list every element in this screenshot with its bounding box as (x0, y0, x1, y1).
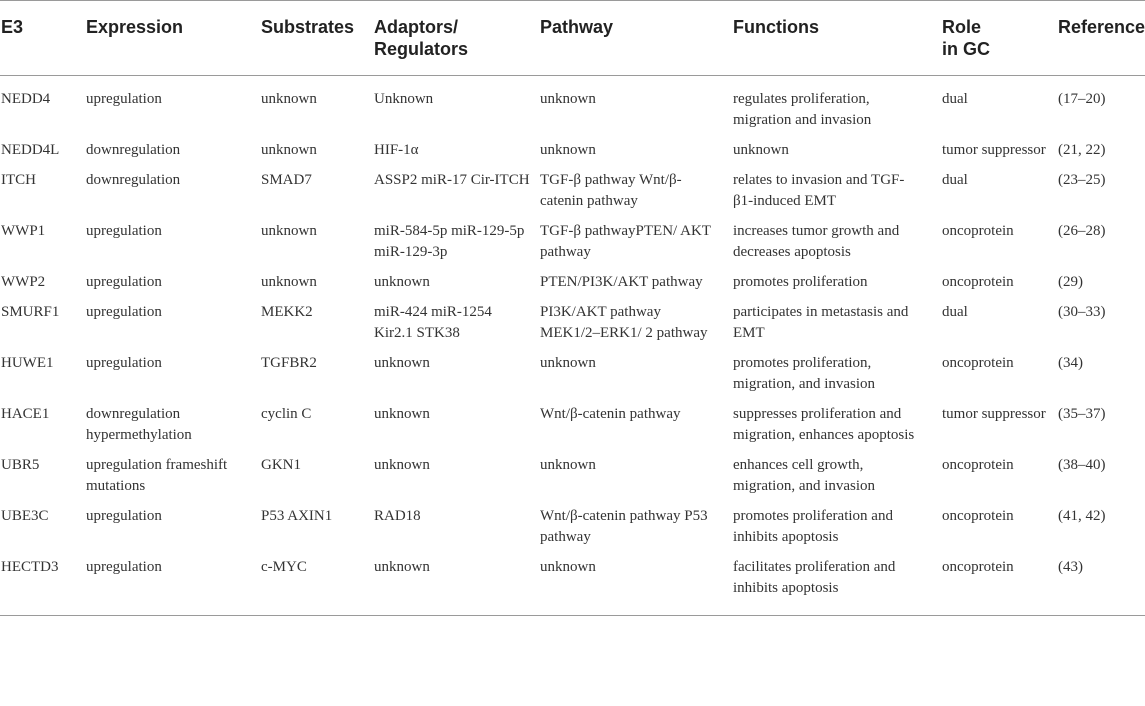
cell-expression: upregulation (86, 304, 162, 320)
cell-substrates: TGFBR2 (261, 355, 317, 371)
cell-substrates: GKN1 (261, 457, 301, 473)
cell-pathway: TGF-β pathway Wnt/β-catenin pathway (540, 172, 682, 209)
cell-pathway: unknown (540, 559, 596, 575)
cell-substrates: c-MYC (261, 559, 307, 575)
table-body (0, 76, 1145, 616)
cell-role: dual (942, 304, 968, 320)
cell-e3: NEDD4 (1, 91, 51, 107)
cell-e3: WWP1 (1, 223, 46, 239)
cell-reference: (43) (1058, 559, 1083, 575)
cell-reference: (21, 22) (1058, 142, 1106, 158)
cell-functions: regulates proliferation, migration and invasion (733, 91, 872, 128)
cell-e3: HACE1 (1, 406, 50, 422)
header-adaptors: Adaptors/ Regulators (374, 17, 469, 59)
cell-expression: upregulation (86, 223, 162, 239)
cell-role: oncoprotein (942, 508, 1014, 524)
cell-pathway: PTEN/PI3K/AKT pathway (540, 274, 703, 290)
cell-reference: (38–40) (1058, 457, 1106, 473)
table-row (0, 557, 1145, 616)
cell-pathway: PI3K/AKT pathway MEK1/2–ERK1/ 2 pathway (540, 304, 708, 341)
cell-role: tumor suppressor (942, 406, 1046, 422)
cell-substrates: unknown (261, 223, 317, 239)
cell-reference: (30–33) (1058, 304, 1106, 320)
cell-role: dual (942, 91, 968, 107)
cell-pathway: unknown (540, 457, 596, 473)
cell-reference: (26–28) (1058, 223, 1106, 239)
cell-adaptors: unknown (374, 406, 430, 422)
cell-reference: (23–25) (1058, 172, 1106, 188)
cell-expression: upregulation frameshift mutations (86, 457, 228, 494)
cell-functions: increases tumor growth and decreases apoptosis (733, 223, 900, 260)
cell-functions: unknown (733, 142, 789, 158)
cell-pathway: unknown (540, 355, 596, 371)
cell-role: oncoprotein (942, 457, 1014, 473)
cell-functions: promotes proliferation, migration, and invasion (733, 355, 876, 392)
table-row (0, 140, 1145, 170)
cell-e3: NEDD4L (1, 142, 60, 158)
cell-functions: participates in metastasis and EMT (733, 304, 909, 341)
header-reference: Reference (1058, 17, 1145, 37)
cell-adaptors: miR-584-5p miR-129-5p miR-129-3p (374, 223, 525, 260)
cell-adaptors: miR-424 miR-1254 Kir2.1 STK38 (374, 304, 492, 341)
table-row (0, 272, 1145, 302)
cell-e3: SMURF1 (1, 304, 60, 320)
table-row (0, 455, 1145, 506)
table-row (0, 506, 1145, 557)
cell-role: oncoprotein (942, 274, 1014, 290)
cell-substrates: SMAD7 (261, 172, 312, 188)
header-substrates: Substrates (261, 17, 355, 37)
table-row (0, 221, 1145, 272)
cell-reference: (17–20) (1058, 91, 1106, 107)
cell-expression: downregulation (86, 142, 181, 158)
cell-functions: promotes proliferation (733, 274, 868, 290)
cell-role: dual (942, 172, 968, 188)
cell-functions: enhances cell growth, migration, and invasion (733, 457, 876, 494)
cell-role: oncoprotein (942, 559, 1014, 575)
cell-adaptors: unknown (374, 355, 430, 371)
cell-functions: promotes proliferation and inhibits apoptosis (733, 508, 893, 545)
cell-reference: (29) (1058, 274, 1083, 290)
cell-role: oncoprotein (942, 223, 1014, 239)
table-header (0, 1, 1145, 76)
cell-expression: downregulation hypermethylation (86, 406, 192, 443)
cell-expression: upregulation (86, 355, 162, 371)
header-role: Role in GC (942, 17, 990, 59)
cell-expression: upregulation (86, 559, 162, 575)
cell-role: oncoprotein (942, 355, 1014, 371)
cell-pathway: Wnt/β-catenin pathway (540, 406, 681, 422)
cell-substrates: cyclin C (261, 406, 312, 422)
cell-adaptors: unknown (374, 457, 430, 473)
cell-pathway: Wnt/β-catenin pathway P53 pathway (540, 508, 708, 545)
cell-substrates: unknown (261, 274, 317, 290)
table-row (0, 170, 1145, 221)
header-row (0, 1, 1145, 76)
cell-adaptors: Unknown (374, 91, 434, 107)
cell-functions: suppresses proliferation and migration, enhances apoptosis (733, 406, 915, 443)
cell-expression: downregulation (86, 172, 181, 188)
table-row (0, 76, 1145, 141)
cell-e3: HUWE1 (1, 355, 54, 371)
cell-substrates: P53 AXIN1 (261, 508, 333, 524)
header-expression: Expression (86, 17, 184, 37)
header-e3: E3 (1, 17, 24, 37)
cell-functions: facilitates proliferation and inhibits apoptosis (733, 559, 896, 596)
table-row (0, 404, 1145, 455)
cell-expression: upregulation (86, 508, 162, 524)
cell-e3: UBR5 (1, 457, 40, 473)
cell-e3: HECTD3 (1, 559, 59, 575)
cell-reference: (34) (1058, 355, 1083, 371)
cell-substrates: unknown (261, 91, 317, 107)
header-functions: Functions (733, 17, 819, 37)
cell-pathway: unknown (540, 91, 596, 107)
cell-substrates: MEKK2 (261, 304, 313, 320)
cell-expression: upregulation (86, 91, 162, 107)
cell-e3: WWP2 (1, 274, 46, 290)
cell-functions: relates to invasion and TGF-β1-induced EMT (733, 172, 905, 209)
cell-e3: UBE3C (1, 508, 49, 524)
cell-reference: (41, 42) (1058, 508, 1106, 524)
cell-adaptors: RAD18 (374, 508, 421, 524)
cell-pathway: unknown (540, 142, 596, 158)
cell-adaptors: ASSP2 miR-17 Cir-ITCH (374, 172, 530, 188)
cell-adaptors: HIF-1α (374, 142, 419, 158)
cell-adaptors: unknown (374, 559, 430, 575)
table-row (0, 302, 1145, 353)
table-row (0, 353, 1145, 404)
cell-adaptors: unknown (374, 274, 430, 290)
cell-e3: ITCH (1, 172, 36, 188)
cell-role: tumor suppressor (942, 142, 1046, 158)
cell-reference: (35–37) (1058, 406, 1106, 422)
cell-expression: upregulation (86, 274, 162, 290)
cell-substrates: unknown (261, 142, 317, 158)
header-pathway: Pathway (540, 17, 614, 37)
cell-pathway: TGF-β pathwayPTEN/ AKT pathway (540, 223, 711, 260)
